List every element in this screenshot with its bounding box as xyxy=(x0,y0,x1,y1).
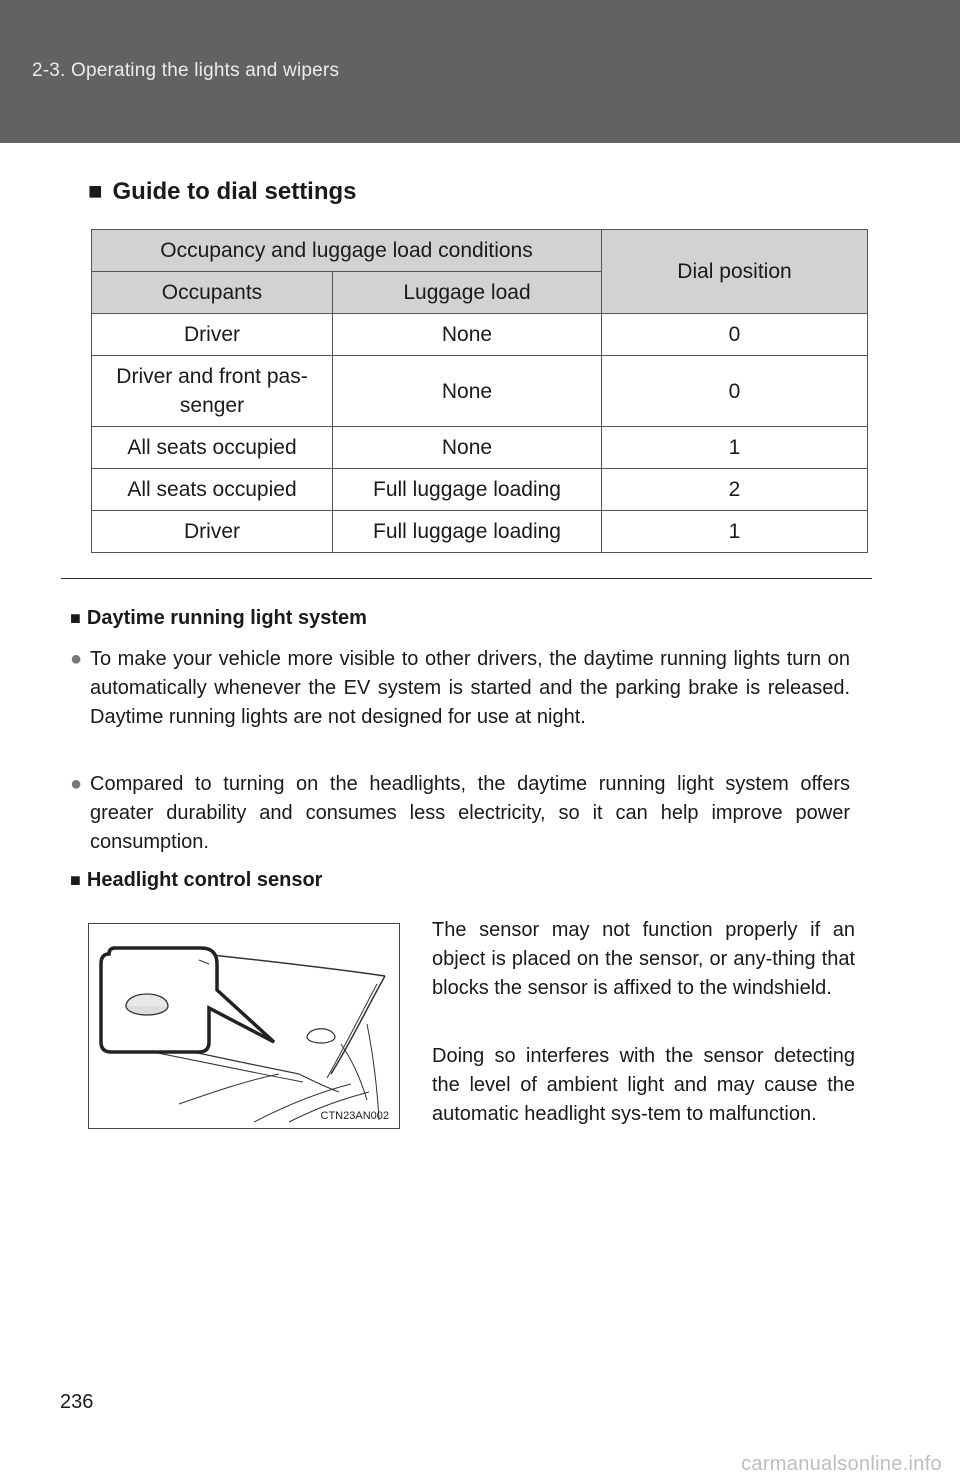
table-row xyxy=(92,511,868,553)
table-row xyxy=(92,427,868,469)
square-bullet-icon: ■ xyxy=(70,608,81,628)
occupants-cell-text: Driver and front pas- senger xyxy=(116,365,308,417)
page-number: 236 xyxy=(60,1391,94,1413)
occupants-header: Occupants xyxy=(92,272,333,314)
luggage-cell: Full luggage loading xyxy=(333,469,602,511)
drl-bullet-1 xyxy=(70,645,850,732)
figure-code: CTN23AN002 xyxy=(320,1110,389,1122)
headlight-sensor-illustration xyxy=(88,923,400,1129)
table-group-header: Occupancy and luggage load conditions xyxy=(92,230,602,272)
circle-bullet-icon: ● xyxy=(70,648,83,670)
occupants-cell: All seats occupied xyxy=(92,427,333,469)
dial-cell: 1 xyxy=(602,427,868,469)
page-header-band xyxy=(0,0,960,143)
section-heading xyxy=(88,178,357,206)
drl-bullet-text: Compared to turning on the headlights, the daytime running light system offers greater durability and consumes less electricity, so it can help improve power consumption. xyxy=(90,773,850,853)
windshield-sensor-drawing xyxy=(89,924,399,1128)
dial-cell: 1 xyxy=(602,511,868,553)
table-row xyxy=(92,469,868,511)
occupants-cell xyxy=(92,356,333,427)
luggage-cell: None xyxy=(333,427,602,469)
watermark-text: carmanualsonline.info xyxy=(741,1453,942,1475)
luggage-cell: None xyxy=(333,356,602,427)
dial-position-header: Dial position xyxy=(602,230,868,314)
dial-cell: 2 xyxy=(602,469,868,511)
occupants-cell: All seats occupied xyxy=(92,469,333,511)
drl-title: Daytime running light system xyxy=(86,607,367,629)
sensor-paragraph-2: Doing so interferes with the sensor detecting the level of ambient light and may cause the automatic headlight sys-tem to malfunction. xyxy=(432,1045,855,1125)
table-row xyxy=(92,314,868,356)
section-path-title: 2-3. Operating the lights and wipers xyxy=(32,60,340,81)
luggage-cell: None xyxy=(333,314,602,356)
occupants-cell: Driver xyxy=(92,511,333,553)
luggage-load-header: Luggage load xyxy=(333,272,602,314)
table-row xyxy=(92,356,868,427)
square-bullet-icon: ■ xyxy=(70,870,81,890)
section-divider xyxy=(61,578,872,579)
dial-cell: 0 xyxy=(602,314,868,356)
drl-bullet-text: To make your vehicle more visible to other drivers, the daytime running lights turn on automatically whenever the EV system is started and the parking brake is released. Daytime running lights are not designed for use at night. xyxy=(90,648,850,728)
drl-bullet-2 xyxy=(70,770,850,857)
dial-settings-table xyxy=(91,229,868,553)
drl-heading xyxy=(70,607,367,630)
section-title: Guide to dial settings xyxy=(112,178,357,205)
square-bullet-icon: ■ xyxy=(88,178,103,205)
sensor-title: Headlight control sensor xyxy=(86,869,323,891)
sensor-heading xyxy=(70,869,322,892)
sensor-paragraph-1: The sensor may not function properly if an object is placed on the sensor, or any-thing that blocks the sensor is affixed to the windshield. xyxy=(432,919,855,999)
occupants-cell: Driver xyxy=(92,314,333,356)
luggage-cell: Full luggage loading xyxy=(333,511,602,553)
dial-cell: 0 xyxy=(602,356,868,427)
circle-bullet-icon: ● xyxy=(70,773,83,795)
